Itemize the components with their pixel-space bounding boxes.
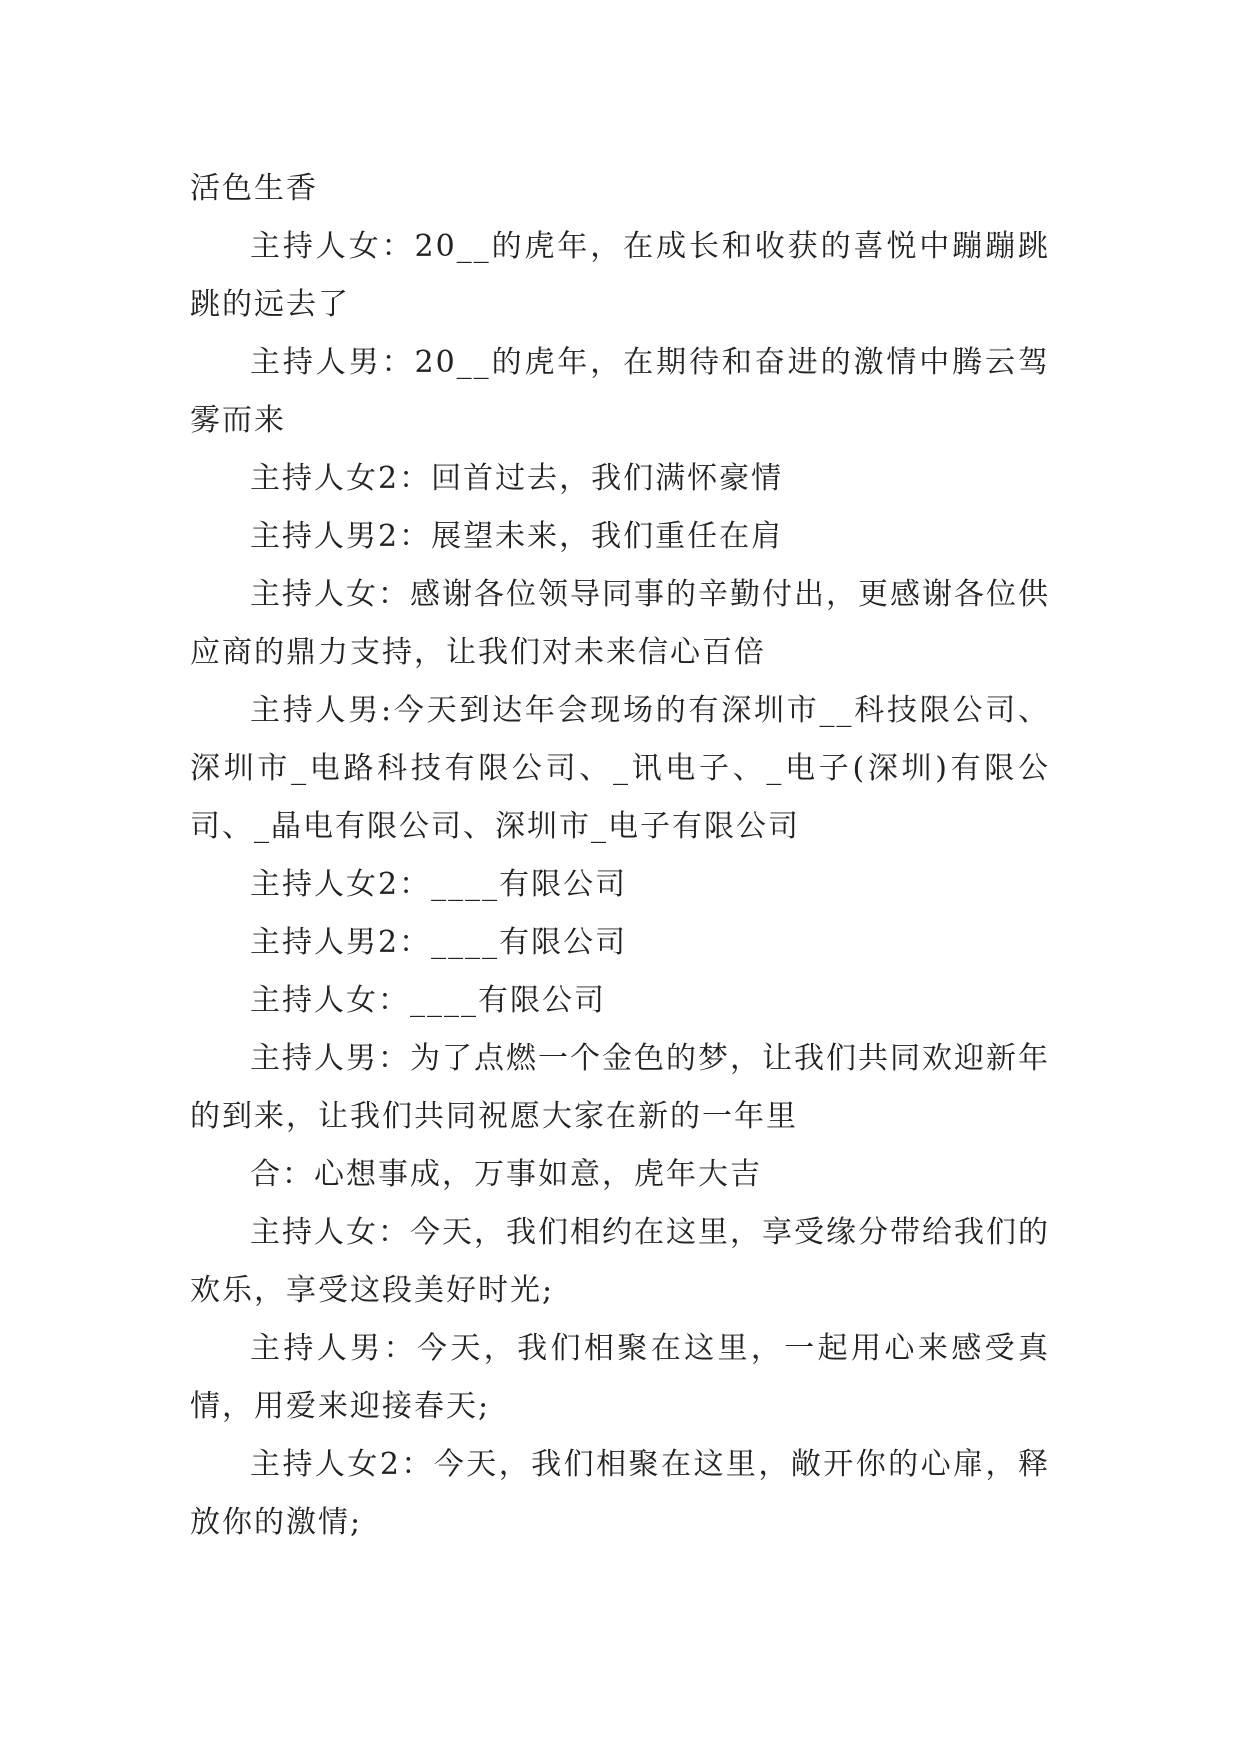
paragraph-3: 主持人男：20__的虎年，在期待和奋进的激情中腾云驾雾而来: [190, 345, 1050, 438]
paragraph-14: 主持人男：今天，我们相聚在这里，一起用心来感受真情，用爱来迎接春天;: [190, 1331, 1050, 1424]
paragraph-2: 主持人女：20__的虎年，在成长和收获的喜悦中蹦蹦跳跳的远去了: [190, 229, 1050, 322]
document-page: [190, 160, 1050, 1552]
paragraph-15: 主持人女2：今天，我们相聚在这里，敞开你的心扉，释放你的激情;: [190, 1447, 1050, 1540]
paragraph-8: 主持人女2：____有限公司: [250, 867, 628, 902]
paragraph-4: 主持人女2：回首过去，我们满怀豪情: [250, 461, 784, 496]
paragraph-9: 主持人男2：____有限公司: [250, 925, 628, 960]
paragraph-10: 主持人女：____有限公司: [250, 983, 606, 1018]
paragraph-11: 主持人男：为了点燃一个金色的梦，让我们共同欢迎新年的到来，让我们共同祝愿大家在新的一年里: [190, 1041, 1050, 1134]
paragraph-12: 合：心想事成，万事如意，虎年大吉: [250, 1157, 762, 1192]
paragraph-1: 活色生香: [190, 171, 318, 206]
paragraph-5: 主持人男2：展望未来，我们重任在肩: [250, 519, 784, 554]
paragraph-6: 主持人女：感谢各位领导同事的辛勤付出，更感谢各位供应商的鼎力支持，让我们对未来信心百倍: [190, 577, 1050, 670]
paragraph-13: 主持人女：今天，我们相约在这里，享受缘分带给我们的欢乐，享受这段美好时光;: [190, 1215, 1050, 1308]
paragraph-7: 主持人男:今天到达年会现场的有深圳市__科技限公司、深圳市_电路科技有限公司、_讯电子、_电子(深圳)有限公司、_晶电有限公司、深圳市_电子有限公司: [190, 693, 1050, 844]
